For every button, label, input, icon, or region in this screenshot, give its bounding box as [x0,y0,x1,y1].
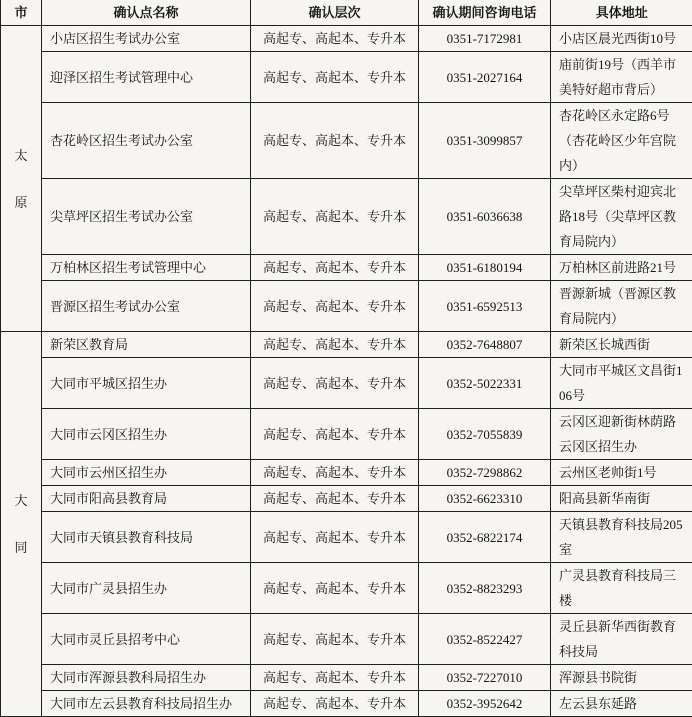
level-cell: 高起专、高起本、专升本 [251,512,419,563]
header-phone: 确认期间咨询电话 [419,0,551,26]
phone-cell: 0351-6036638 [419,179,551,255]
level-cell: 高起专、高起本、专升本 [251,281,419,332]
level-cell: 高起专、高起本、专升本 [251,103,419,179]
name-cell: 万柏林区招生考试管理中心 [42,255,251,281]
phone-cell: 0352-7227010 [419,665,551,691]
phone-cell: 0352-8823293 [419,563,551,614]
phone-cell: 0351-2027164 [419,52,551,103]
table-row [1,486,692,512]
table-row [1,691,692,717]
address-cell: 天镇县教育科技局205室 [551,512,692,563]
table-row [1,103,692,179]
header-level: 确认层次 [251,0,419,26]
level-cell: 高起专、高起本、专升本 [251,665,419,691]
level-cell: 高起专、高起本、专升本 [251,332,419,358]
address-cell: 灵丘县新华西街教育科技局 [551,614,692,665]
phone-cell: 0352-7648807 [419,332,551,358]
table-row [1,255,692,281]
table-row [1,358,692,409]
phone-cell: 0352-8522427 [419,614,551,665]
city-char: 原 [1,190,41,215]
level-cell: 高起专、高起本、专升本 [251,179,419,255]
header-row [1,0,692,26]
city-char: 太 [1,143,41,168]
address-cell: 云州区老帅街1号 [551,460,692,486]
phone-cell: 0352-7298862 [419,460,551,486]
level-cell: 高起专、高起本、专升本 [251,614,419,665]
address-cell: 晋源新城（晋源区教育局院内） [551,281,692,332]
name-cell: 大同市灵丘县招考中心 [42,614,251,665]
table-row [1,179,692,255]
table-row [1,614,692,665]
phone-cell: 0352-3952642 [419,691,551,717]
phone-cell: 0352-7055839 [419,409,551,460]
address-cell: 云冈区迎新街林荫路云冈区招生办 [551,409,692,460]
address-cell: 杏花岭区永定路6号（杏花岭区少年宫院内） [551,103,692,179]
address-cell: 小店区晨光西街10号 [551,26,692,52]
name-cell: 小店区招生考试办公室 [42,26,251,52]
name-cell: 大同市天镇县教育科技局 [42,512,251,563]
table-body [1,26,692,717]
header-address: 具体地址 [551,0,692,26]
name-cell: 大同市左云县教育科技局招生办 [42,691,251,717]
header-city: 市 [1,0,42,26]
table-row [1,563,692,614]
level-cell: 高起专、高起本、专升本 [251,409,419,460]
level-cell: 高起专、高起本、专升本 [251,52,419,103]
name-cell: 迎泽区招生考试管理中心 [42,52,251,103]
address-cell: 大同市平城区文昌街106号 [551,358,692,409]
address-cell: 左云县东延路 [551,691,692,717]
table-row [1,281,692,332]
phone-cell: 0351-6180194 [419,255,551,281]
level-cell: 高起专、高起本、专升本 [251,26,419,52]
phone-cell: 0351-7172981 [419,26,551,52]
address-cell: 阳高县新华南街 [551,486,692,512]
city-char: 同 [1,535,41,560]
level-cell: 高起专、高起本、专升本 [251,691,419,717]
phone-cell: 0351-6592513 [419,281,551,332]
phone-cell: 0352-5022331 [419,358,551,409]
name-cell: 晋源区招生考试办公室 [42,281,251,332]
name-cell: 大同市阳高县教育局 [42,486,251,512]
level-cell: 高起专、高起本、专升本 [251,460,419,486]
address-cell: 浑源县书院街 [551,665,692,691]
table-header [1,0,692,26]
address-cell: 万柏林区前进路21号 [551,255,692,281]
name-cell: 大同市浑源县教科局招生办 [42,665,251,691]
address-cell: 尖草坪区柴村迎宾北路18号（尖草坪区教育局院内） [551,179,692,255]
address-cell: 广灵县教育科技局三楼 [551,563,692,614]
phone-cell: 0351-3099857 [419,103,551,179]
name-cell: 杏花岭区招生考试办公室 [42,103,251,179]
name-cell: 大同市云冈区招生办 [42,409,251,460]
address-cell: 新荣区长城西街 [551,332,692,358]
table-row [1,332,692,358]
level-cell: 高起专、高起本、专升本 [251,358,419,409]
level-cell: 高起专、高起本、专升本 [251,486,419,512]
phone-cell: 0352-6623310 [419,486,551,512]
table-row [1,26,692,52]
level-cell: 高起专、高起本、专升本 [251,563,419,614]
table-row [1,665,692,691]
table-row [1,512,692,563]
table-row [1,52,692,103]
name-cell: 尖草坪区招生考试办公室 [42,179,251,255]
phone-cell: 0352-6822174 [419,512,551,563]
city-cell [1,26,42,332]
name-cell: 大同市平城区招生办 [42,358,251,409]
name-cell: 新荣区教育局 [42,332,251,358]
name-cell: 大同市云州区招生办 [42,460,251,486]
address-cell: 庙前街19号（西羊市美特好超市背后） [551,52,692,103]
table-row [1,409,692,460]
city-cell [1,332,42,717]
city-char: 大 [1,488,41,513]
table-row [1,460,692,486]
name-cell: 大同市广灵县招生办 [42,563,251,614]
level-cell: 高起专、高起本、专升本 [251,255,419,281]
header-name: 确认点名称 [42,0,251,26]
